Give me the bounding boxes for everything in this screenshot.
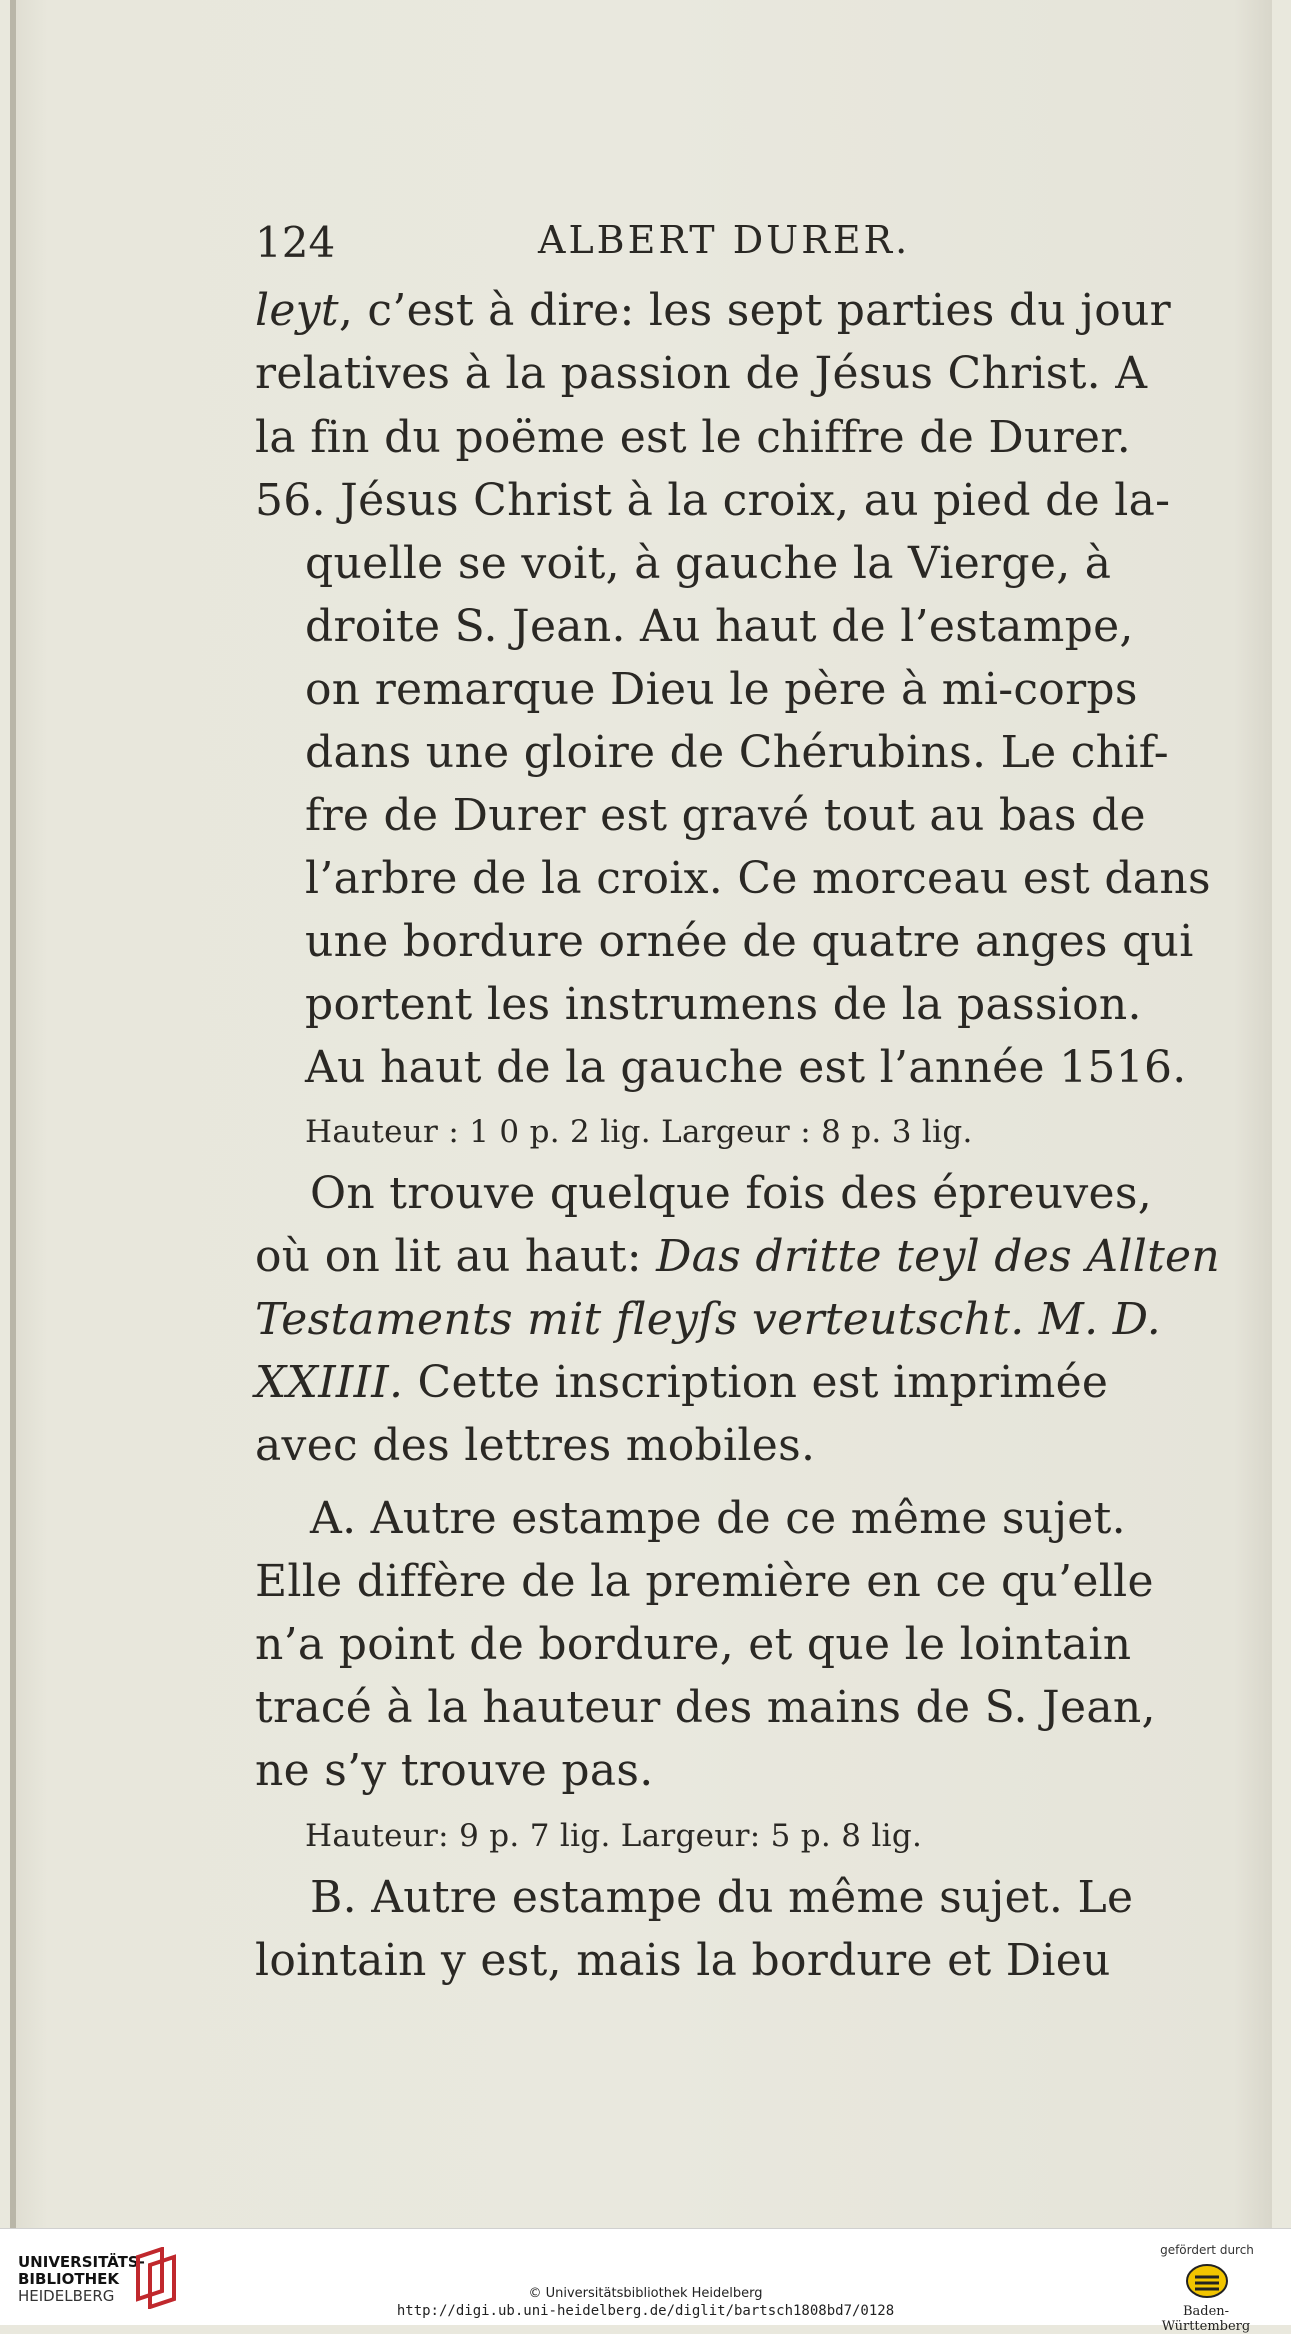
text-line	[305, 727, 1169, 778]
text-line	[305, 979, 1142, 1030]
text-line	[305, 790, 1146, 841]
text-line	[255, 1745, 654, 1796]
state-coat-of-arms-icon	[1185, 2261, 1229, 2299]
scanned-page	[10, 0, 1272, 2228]
copyright-notice: © Universitätsbibliothek Heidelberg	[528, 2286, 763, 2301]
text-segment: Au haut de la gauche est l’année 1516.	[305, 1042, 1187, 1093]
text-line	[255, 348, 1147, 399]
library-name-line3: HEIDELBERG	[18, 2287, 115, 2305]
text-segment: l’arbre de la croix. Ce morceau est dans	[305, 853, 1211, 904]
text-segment: Hauteur: 9 p. 7 lig. Largeur: 5 p. 8 lig.	[305, 1818, 923, 1854]
italic-text: XXIIII.	[255, 1357, 404, 1408]
text-segment: A. Autre estampe de ce même sujet.	[310, 1493, 1126, 1544]
italic-text: Testaments mit fleyſs verteutscht. M. D.	[255, 1294, 1161, 1345]
text-line	[255, 475, 1170, 526]
text-segment: Cette inscription est imprimée	[403, 1357, 1109, 1408]
dimensions-line	[305, 1114, 973, 1150]
text-segment: avec des lettres mobiles.	[255, 1420, 816, 1471]
library-name-line2: BIBLIOTHEK	[18, 2270, 119, 2288]
text-line	[255, 1231, 1220, 1282]
permalink-url[interactable]: http://digi.ub.uni-heidelberg.de/diglit/bartsch1808bd7/0128	[396, 2303, 895, 2319]
text-line	[255, 1294, 1161, 1345]
text-line	[255, 1357, 1108, 1408]
italic-text: Das dritte teyl des Allten	[656, 1231, 1221, 1282]
text-line	[255, 1556, 1154, 1607]
text-segment: où on lit au haut:	[255, 1231, 657, 1282]
digitization-footer	[0, 2228, 1291, 2334]
text-line	[310, 1168, 1152, 1219]
text-segment: la fin du poëme est le chiffre de Durer.	[255, 412, 1132, 463]
text-segment: ne s’y trouve pas.	[255, 1745, 654, 1796]
text-segment: 56. Jésus Christ à la croix, au pied de la-	[255, 475, 1171, 526]
text-segment: On trouve quelque fois des épreuves,	[310, 1168, 1153, 1219]
italic-text: leyt	[255, 285, 339, 336]
text-line	[305, 601, 1134, 652]
running-title: ALBERT DURER.	[538, 218, 911, 262]
text-line	[255, 1682, 1156, 1733]
text-segment: portent les instrumens de la passion.	[305, 979, 1142, 1030]
text-segment: lointain y est, mais la bordure et Dieu	[255, 1935, 1111, 1986]
funder-name: Baden-Württemberg	[1161, 2304, 1251, 2334]
text-segment: droite S. Jean. Au haut de l’estampe,	[305, 601, 1134, 652]
text-line	[305, 916, 1194, 967]
funded-by-label: gefördert durch	[1160, 2243, 1254, 2257]
text-segment: tracé à la hauteur des mains de S. Jean,	[255, 1682, 1156, 1733]
text-segment: B. Autre estampe du même sujet. Le	[310, 1872, 1134, 1923]
text-line	[255, 1420, 815, 1471]
text-segment: fre de Durer est gravé tout au bas de	[305, 790, 1146, 841]
text-segment: Hauteur : 1 0 p. 2 lig. Largeur : 8 p. 3 lig.	[305, 1114, 973, 1150]
text-segment: quelle se voit, à gauche la Vierge, à	[305, 538, 1112, 589]
text-segment: on remarque Dieu le père à mi-corps	[305, 664, 1138, 715]
text-line	[305, 664, 1138, 715]
text-line	[310, 1493, 1126, 1544]
text-segment: une bordure ornée de quatre anges qui	[305, 916, 1194, 967]
text-line	[305, 1042, 1187, 1093]
page-number: 124	[255, 218, 336, 267]
dimensions-line	[305, 1818, 922, 1854]
text-line	[255, 412, 1131, 463]
text-line	[255, 1935, 1111, 1986]
text-line	[255, 1619, 1131, 1670]
text-segment: , c’est à dire: les sept parties du jour	[338, 285, 1172, 336]
text-line	[305, 853, 1211, 904]
text-segment: Elle diffère de la première en ce qu’elle	[255, 1556, 1154, 1607]
text-line	[310, 1872, 1133, 1923]
text-segment: dans une gloire de Chérubins. Le chif-	[305, 727, 1169, 778]
text-segment: relatives à la passion de Jésus Christ. A	[255, 348, 1148, 399]
text-segment: n’a point de bordure, et que le lointain	[255, 1619, 1132, 1670]
text-line	[305, 538, 1111, 589]
library-name-line1: UNIVERSITÄTS-	[18, 2253, 145, 2271]
text-line	[255, 285, 1171, 336]
